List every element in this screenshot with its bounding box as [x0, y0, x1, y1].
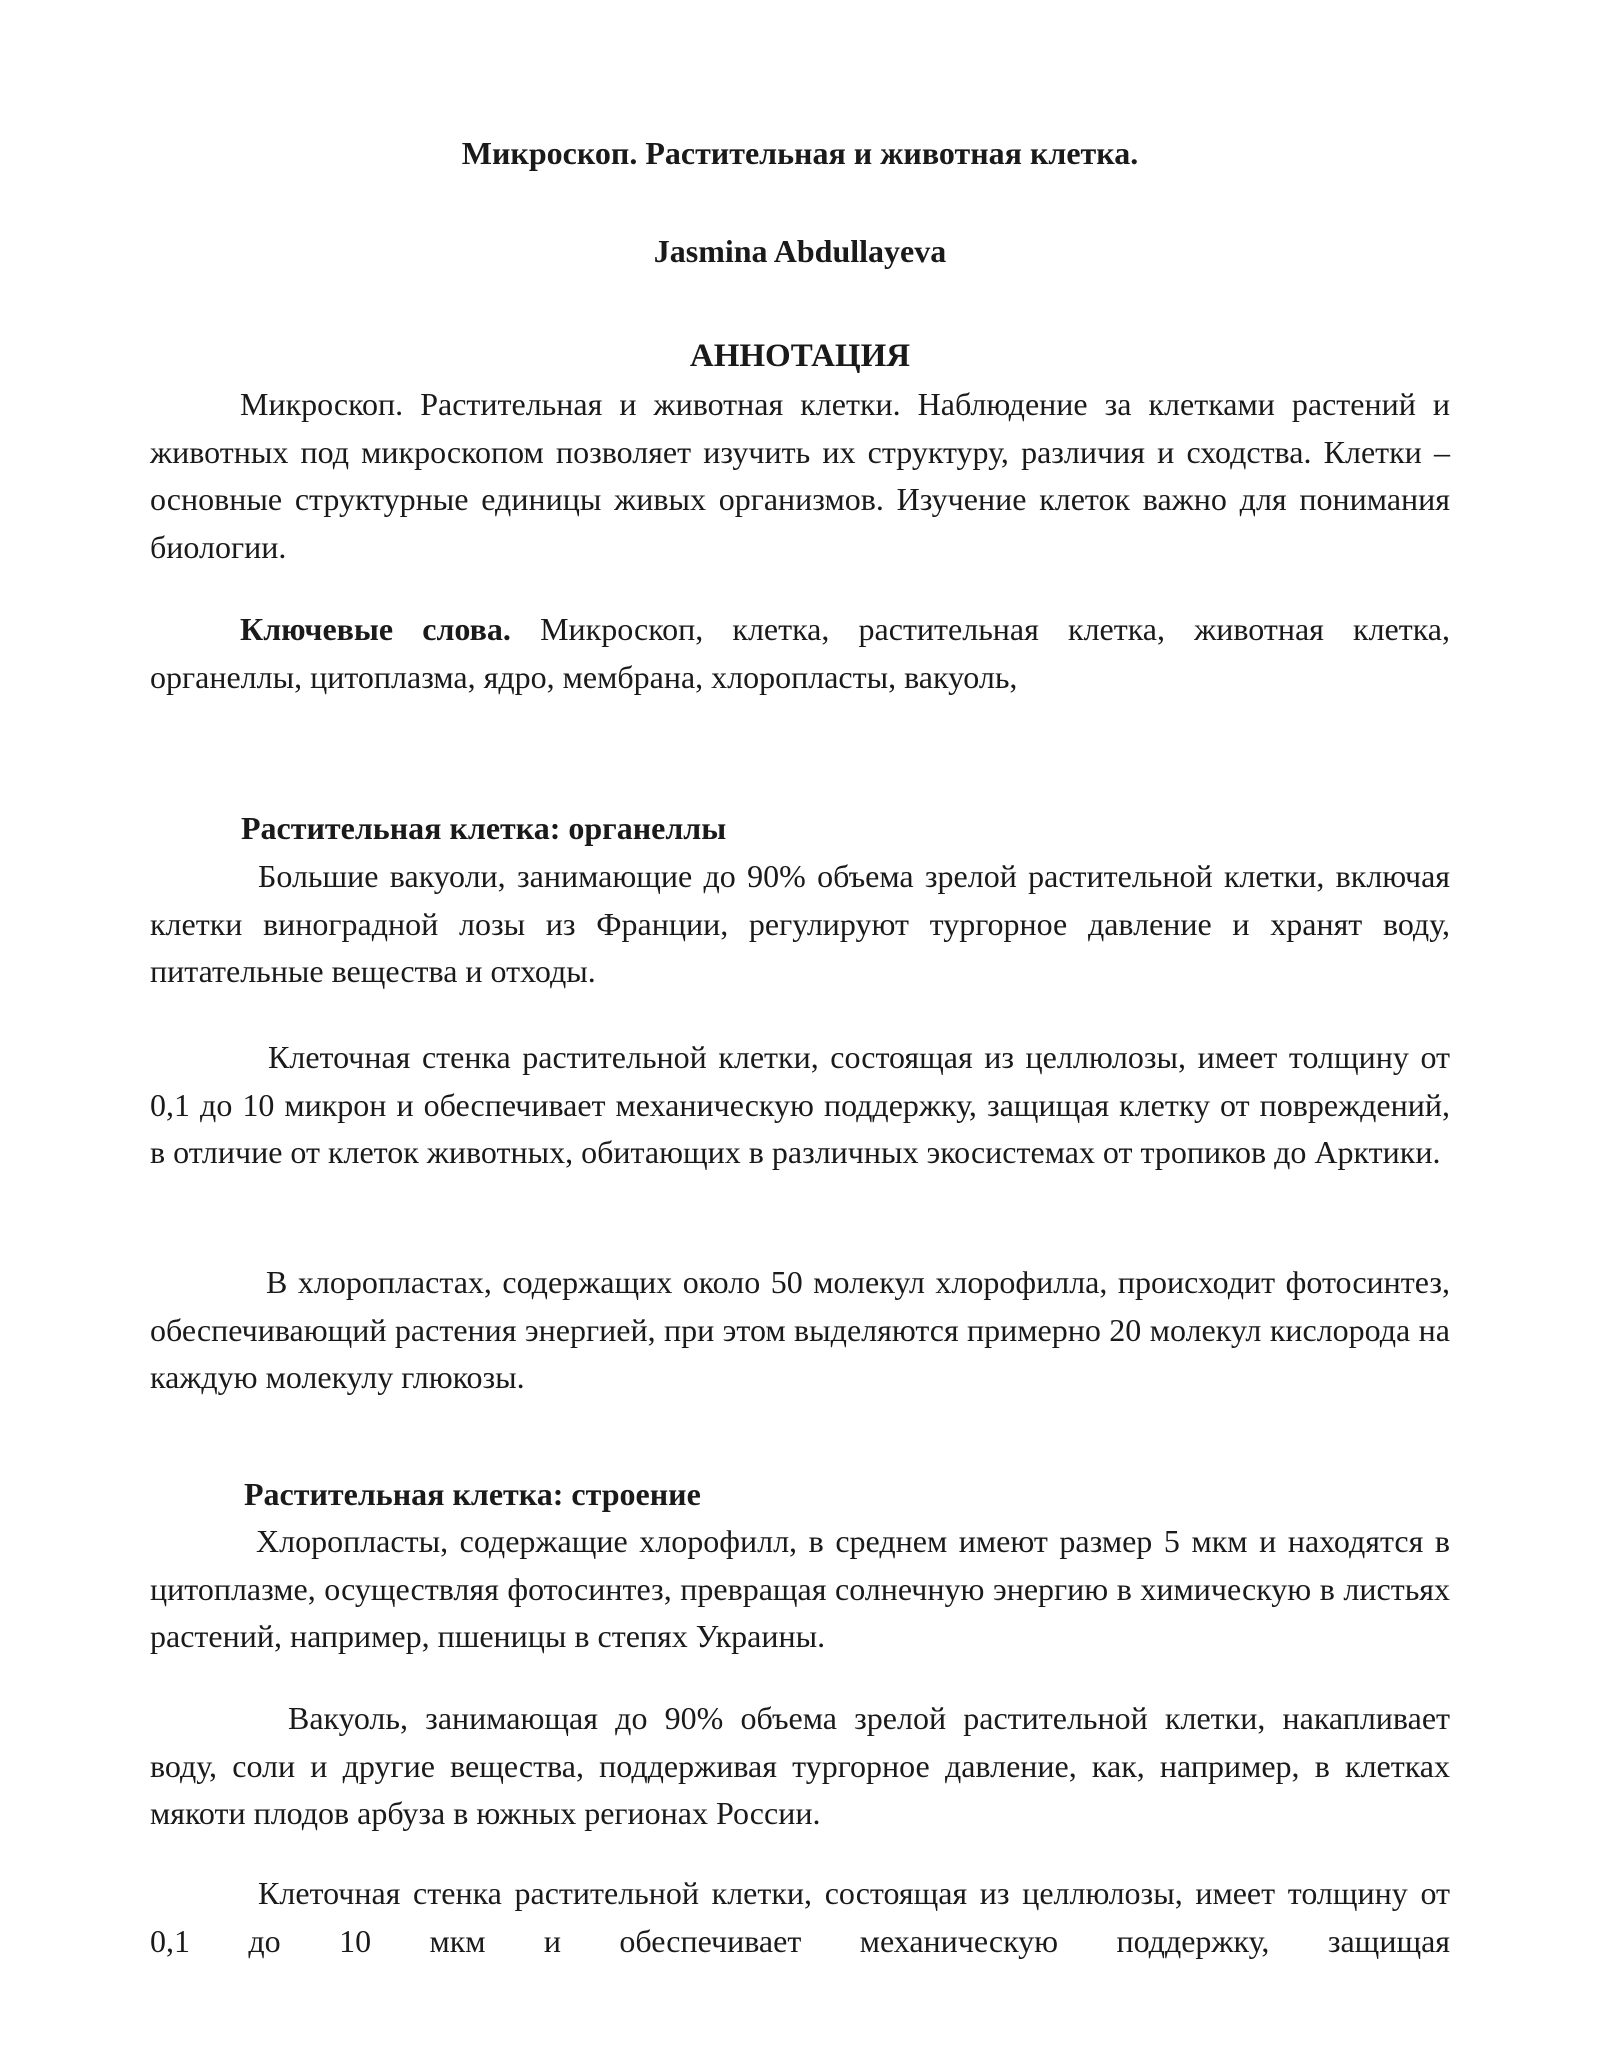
- author-name: Jasmina Abdullayeva: [653, 233, 947, 269]
- section-structure-paragraph-3: Клеточная стенка растительной клетки, состоящая из целлюлозы, имеет толщину от 0,1 до 10 мкм и обеспечивает механическую поддержку, защищая: [150, 1875, 1450, 1959]
- section-heading-structure: Растительная клетка: строение: [244, 1476, 701, 1512]
- section-organelles-paragraph-2: Клеточная стенка растительной клетки, состоящая из целлюлозы, имеет толщину от 0,1 до 10 микрон и обеспечивает механическую поддержку, защищая клетку от повреждений, в отличие от клеток животных, обитающих в различных экосистемах от тропиков до Арктики.: [150, 1039, 1450, 1170]
- keywords-text: Микроскоп, клетка, растительная клетка, животная клетка, органеллы, цитоплазма, ядро, мембрана, хлоропласты, вакуоль,: [150, 611, 1451, 695]
- section-heading-organelles: Растительная клетка: органеллы: [241, 810, 727, 846]
- annotation-paragraph: Микроскоп. Растительная и животная клетки. Наблюдение за клетками растений и животных под микроскопом позволяет изучить их структуру, различия и сходства. Клетки – основные структурные единицы живых организмов. Изучение клеток важно для понимания биологии.: [150, 386, 1450, 565]
- keywords-label: Ключевые слова.: [240, 611, 511, 647]
- document-title: Микроскоп. Растительная и животная клетка.: [461, 135, 1139, 171]
- section-structure-paragraph-1: Хлоропласты, содержащие хлорофилл, в среднем имеют размер 5 мкм и находятся в цитоплазме, осуществляя фотосинтез, превращая солнечную энергию в химическую в листьях растений, например, пшеницы в степях Украины.: [150, 1523, 1450, 1654]
- section-organelles-paragraph-1: Большие вакуоли, занимающие до 90% объема зрелой растительной клетки, включая клетки виноградной лозы из Франции, регулируют тургорное давление и хранят воду, питательные вещества и отходы.: [150, 858, 1450, 989]
- annotation-heading: АННОТАЦИЯ: [689, 338, 911, 374]
- keywords-paragraph: [150, 606, 1450, 701]
- section-structure-paragraph-2: Вакуоль, занимающая до 90% объема зрелой растительной клетки, накапливает воду, соли и другие вещества, поддерживая тургорное давление, как, например, в клетках мякоти плодов арбуза в южных регионах России.: [150, 1700, 1450, 1831]
- section-organelles-paragraph-3: В хлоропластах, содержащих около 50 молекул хлорофилла, происходит фотосинтез, обеспечивающий растения энергией, при этом выделяются примерно 20 молекул кислорода на каждую молекулу глюкозы.: [150, 1264, 1450, 1395]
